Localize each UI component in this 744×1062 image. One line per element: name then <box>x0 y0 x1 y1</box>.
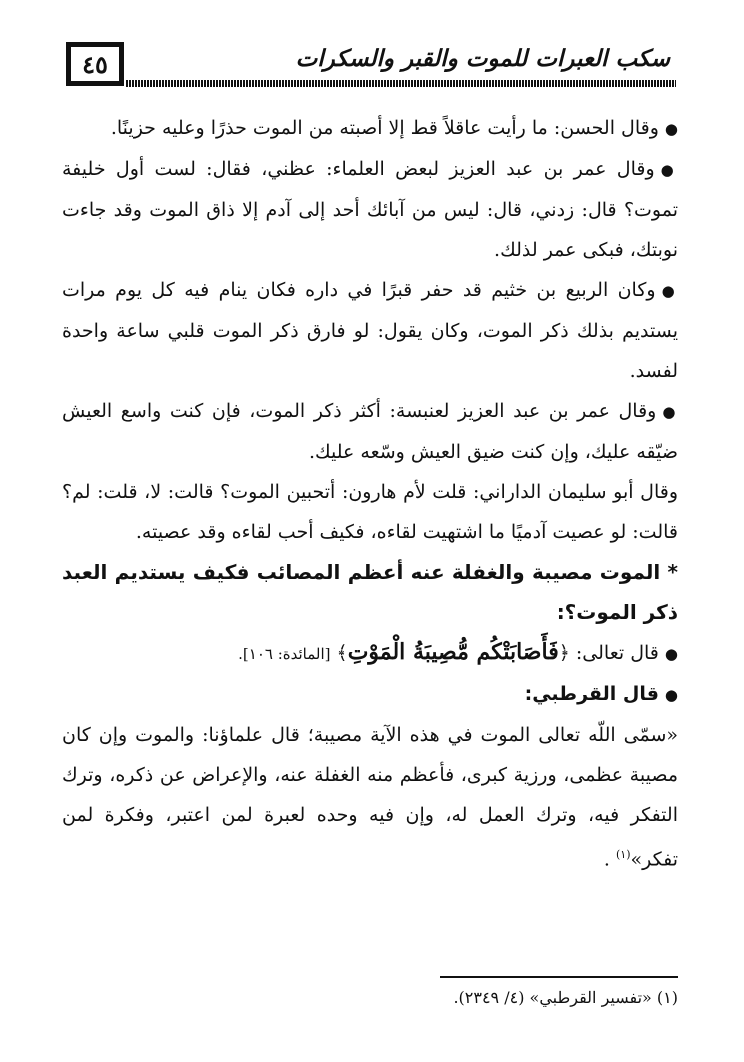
ornate-bracket-close: ﴾ <box>336 642 348 664</box>
quote-text: «سمّى اللّه تعالى الموت في هذه الآية مصيبة؛ قال علماؤنا: والموت وإن كان مصيبة عظمى، ورزية كبرى، فأعظم منه الغفلة عنه، والإعراض عن ذكره، وترك التفكر فيه، وترك العمل له، وإن فيه وحده لعبرة لمن اعتبر، وفكرة لمن تفكر» <box>62 724 678 871</box>
verse-reference: [المائدة: ١٠٦]. <box>238 645 331 663</box>
footnote-rule <box>440 976 678 978</box>
bullet-icon: ● <box>662 403 678 421</box>
verse-intro: قال تعالى: <box>575 642 659 664</box>
main-text <box>62 108 678 879</box>
verse-line <box>62 632 678 674</box>
paragraph <box>62 108 678 149</box>
paragraph <box>62 149 678 270</box>
bullet-icon: ● <box>660 161 678 179</box>
bullet-icon: ● <box>664 120 678 138</box>
paragraph-text: وقال عمر بن عبد العزيز لعنبسة: أكثر ذكر الموت، فإن كنت واسع العيش ضيّقه عليك، وإن كنت ضيق العيش وسّعه عليك. <box>62 400 678 463</box>
paragraph-text: وقال أبو سليمان الداراني: قلت لأم هارون: أتحبين الموت؟ قالت: لا، قلت: لم؟ قالت: لو عصيت آدميًا ما اشتهيت لقاءه، فكيف أحب لقاءه وقد عصيته. <box>62 481 678 543</box>
quran-verse: فَأَصَابَتْكُم مُّصِيبَةُ الْمَوْتِ <box>347 639 559 665</box>
quote-end: . <box>603 848 610 871</box>
bullet-icon: ● <box>664 686 678 704</box>
qurtubi-label-line <box>62 674 678 715</box>
footnote: (١) «تفسير القرطبي» (٤/ ٢٣٤٩). <box>453 988 678 1007</box>
qurtubi-label: قال القرطبي: <box>524 683 659 705</box>
star-icon: * <box>667 560 678 584</box>
qurtubi-quote <box>62 715 678 879</box>
paragraph <box>62 472 678 552</box>
section-heading <box>62 552 678 632</box>
ornate-bracket-open: ﴿ <box>558 642 570 664</box>
paragraph <box>62 270 678 391</box>
page-number: ٤٥ <box>66 42 124 86</box>
paragraph-text: وكان الربيع بن خثيم قد حفر قبرًا في داره فكان ينام فيه كل يوم مرات يستديم بذلك ذكر الموت، وكان يقول: لو فارق ذكر الموت قلبي ساعة واحدة لفسد. <box>62 279 678 382</box>
footnote-marker: (١) <box>615 848 631 861</box>
paragraph-text: وقال عمر بن عبد العزيز لبعض العلماء: عظني، فقال: لست أول خليفة تموت؟ قال: زدني، قال: ليس من آبائك أحد إلى آدم إلا ذاق الموت وقد جاءت نوبتك، فبكى عمر لذلك. <box>62 158 678 261</box>
paragraph-text: وقال الحسن: ما رأيت عاقلاً قط إلا أصبته من الموت حذرًا وعليه حزينًا. <box>110 117 659 139</box>
header-rule <box>126 80 676 87</box>
bullet-icon: ● <box>664 645 678 663</box>
section-heading-text: الموت مصيبة والغفلة عنه أعظم المصائب فكيف يستديم العبد ذكر الموت؟: <box>62 560 678 624</box>
running-title: سكب العبرات للموت والقبر والسكرات <box>295 46 670 72</box>
bullet-icon: ● <box>661 282 678 300</box>
paragraph <box>62 391 678 472</box>
page-header <box>66 42 676 92</box>
